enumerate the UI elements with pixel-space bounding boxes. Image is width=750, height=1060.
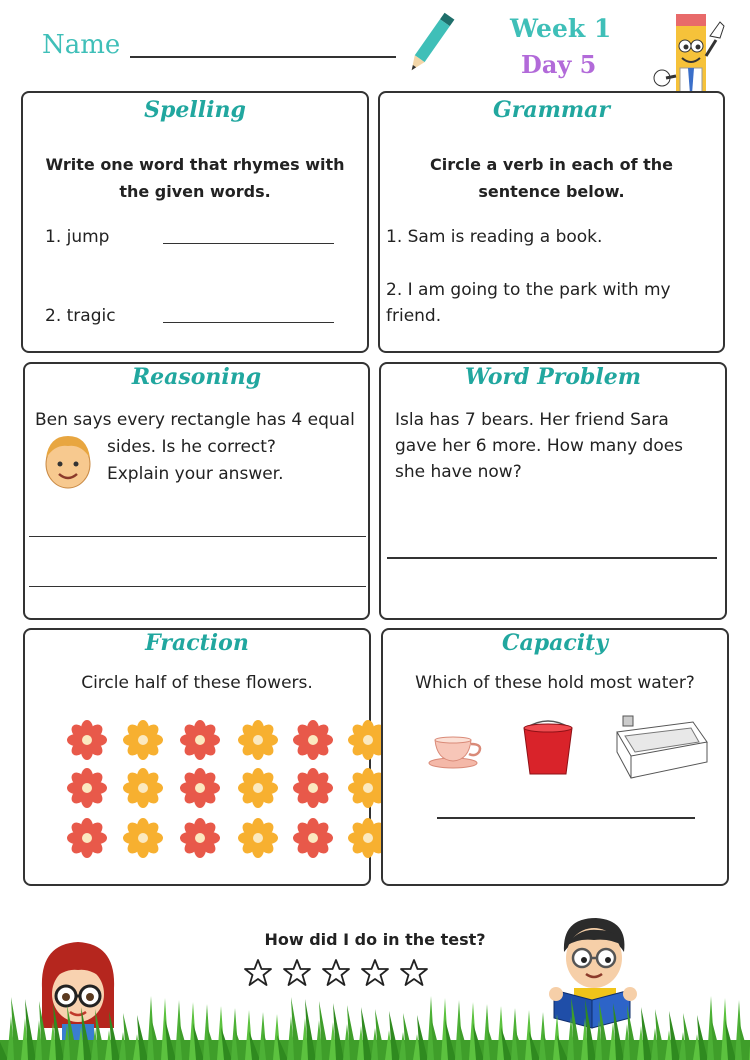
flower-grid — [25, 630, 369, 884]
reasoning-line-1: Ben says every rectangle has 4 equal — [35, 410, 355, 430]
flower-icon[interactable] — [238, 720, 278, 760]
reasoning-title: Reasoning — [131, 364, 262, 390]
day-label: Day 5 — [521, 50, 597, 79]
flower-icon[interactable] — [180, 768, 220, 808]
flower-icon[interactable] — [67, 818, 107, 858]
spelling-answer-line-2[interactable] — [163, 322, 334, 323]
flower-icon[interactable] — [293, 818, 333, 858]
capacity-card — [381, 628, 729, 886]
star-icon[interactable] — [399, 958, 429, 988]
grammar-item-2: 2. I am going to the park with my friend. — [386, 280, 671, 326]
week-label: Week 1 — [510, 14, 612, 43]
spelling-item-1: 1. jump — [45, 227, 110, 247]
capacity-title: Capacity — [501, 630, 609, 656]
capacity-question: Which of these hold most water? — [415, 673, 695, 693]
flower-icon[interactable] — [180, 720, 220, 760]
word-problem-answer-line[interactable] — [387, 557, 717, 559]
grammar-title: Grammar — [492, 97, 611, 123]
reasoning-answer-line-2[interactable] — [29, 586, 366, 587]
spelling-item-2: 2. tragic — [45, 306, 116, 326]
spelling-card — [21, 91, 369, 353]
spelling-title: Spelling — [144, 97, 246, 123]
flower-icon[interactable] — [238, 818, 278, 858]
boy-face-icon — [41, 430, 95, 490]
grammar-item-1: 1. Sam is reading a book. — [386, 227, 603, 247]
spelling-answer-line-1[interactable] — [163, 243, 334, 244]
spelling-instruction: Write one word that rhymes with the given words. — [45, 155, 345, 201]
flower-icon[interactable] — [293, 720, 333, 760]
flower-icon[interactable] — [67, 720, 107, 760]
star-icon[interactable] — [321, 958, 351, 988]
bucket-icon[interactable] — [520, 720, 576, 778]
word-problem-text: Isla has 7 bears. Her friend Sara gave her 6 more. How many does she have now? — [395, 410, 684, 482]
pencil-icon — [400, 8, 460, 80]
flower-icon[interactable] — [238, 768, 278, 808]
bathtub-icon[interactable] — [611, 712, 711, 784]
flower-icon[interactable] — [123, 720, 163, 760]
name-write-line[interactable] — [130, 56, 396, 58]
reasoning-line-3: Explain your answer. — [107, 464, 284, 484]
star-icon[interactable] — [243, 958, 273, 988]
name-label: Name — [42, 30, 121, 60]
word-problem-card — [379, 362, 727, 620]
fraction-card — [23, 628, 371, 886]
reasoning-card — [23, 362, 370, 620]
grass-decoration — [0, 985, 750, 1060]
fraction-instruction: Circle half of these flowers. — [81, 673, 313, 693]
flower-icon[interactable] — [293, 768, 333, 808]
self-assessment-prompt: How did I do in the test? — [264, 930, 486, 949]
word-problem-title: Word Problem — [464, 364, 642, 390]
flower-icon[interactable] — [123, 768, 163, 808]
grammar-instruction: Circle a verb in each of the sentence below. — [429, 155, 674, 201]
flower-icon[interactable] — [180, 818, 220, 858]
star-icon[interactable] — [360, 958, 390, 988]
star-icon[interactable] — [282, 958, 312, 988]
grammar-card — [378, 91, 725, 353]
flower-icon[interactable] — [123, 818, 163, 858]
reasoning-line-2: sides. Is he correct? — [107, 437, 276, 457]
teacup-icon[interactable] — [427, 730, 485, 770]
reasoning-answer-line-1[interactable] — [29, 536, 366, 537]
flower-icon[interactable] — [67, 768, 107, 808]
capacity-answer-line[interactable] — [437, 817, 695, 819]
fraction-title: Fraction — [145, 630, 249, 656]
